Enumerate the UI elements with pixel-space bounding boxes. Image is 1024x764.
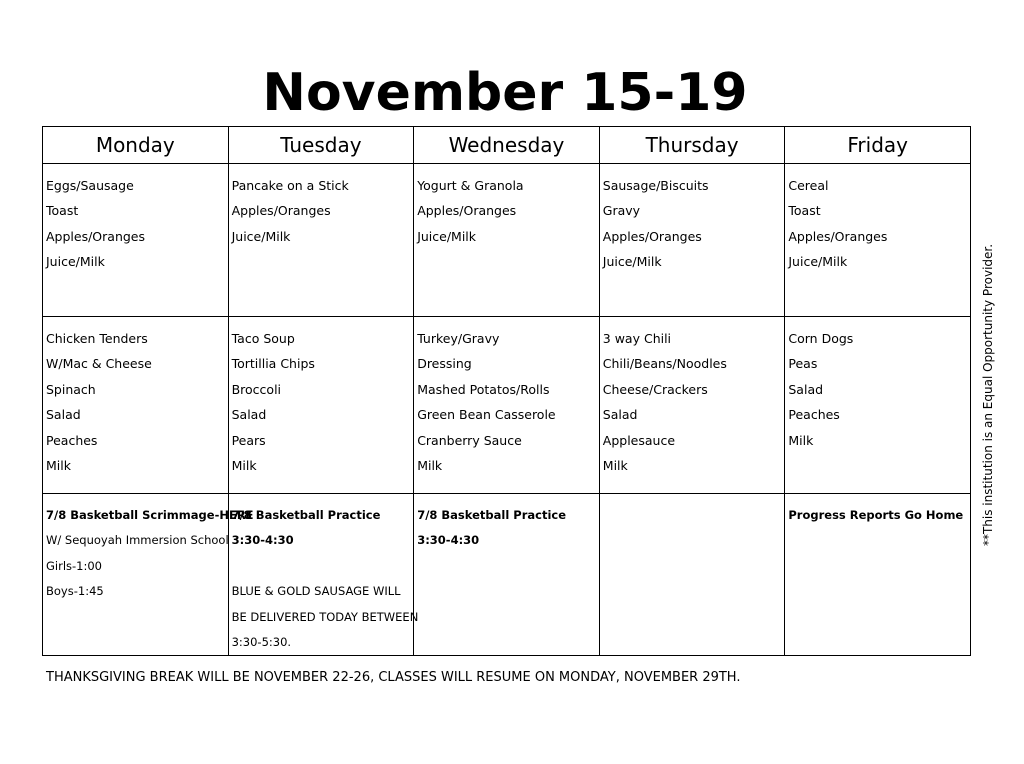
event-line: Girls-1:00 (46, 558, 102, 573)
lunch-cell-wednesday (414, 317, 600, 494)
menu-item: Salad (46, 407, 81, 423)
menu-item: Green Bean Casserole (417, 407, 556, 423)
menu-item: Salad (788, 381, 824, 397)
menu-item: Turkey/Gravy (417, 331, 500, 346)
menu-item: Pancake on a Stick (231, 178, 349, 193)
breakfast-cell-friday (785, 164, 971, 317)
menu-item: Spinach (46, 381, 96, 397)
lunch-cell-monday (43, 317, 229, 494)
menu-item: Chicken Tenders (46, 331, 148, 346)
events-cell-wednesday (414, 494, 600, 656)
lunch-cell-thursday (599, 317, 785, 494)
menu-item: Yogurt & Granola (417, 178, 524, 193)
event-line: 7/8 Basketball Scrimmage-HERE (46, 508, 254, 522)
day-header-friday: Friday (785, 127, 971, 164)
breakfast-cell-tuesday (228, 164, 414, 317)
menu-item: Toast (788, 203, 821, 219)
menu-item: Milk (231, 458, 257, 474)
menu-table (42, 126, 971, 656)
breakfast-cell-wednesday (414, 164, 600, 317)
menu-item: Salad (231, 407, 267, 423)
events-cell-friday (785, 494, 971, 656)
menu-item: Juice/Milk (602, 254, 662, 270)
menu-item: Peas (788, 356, 818, 372)
menu-item: Juice/Milk (788, 254, 848, 270)
menu-item: Juice/Milk (417, 228, 477, 244)
menu-item: Sausage/Biscuits (602, 178, 709, 193)
menu-item: Tortillia Chips (231, 356, 315, 372)
day-header-row (43, 127, 971, 164)
menu-item: Milk (788, 432, 814, 448)
menu-item: Apples/Oranges (602, 228, 702, 244)
equal-opportunity-note: **This institution is an Equal Opportunity Provider. (981, 243, 995, 547)
menu-item: Applesauce (602, 432, 676, 448)
menu-item: Cheese/Crackers (602, 381, 708, 397)
breakfast-row (43, 164, 971, 317)
menu-item: Milk (602, 458, 628, 474)
events-row (43, 494, 971, 656)
event-line: 3:30-4:30 (231, 533, 294, 548)
events-cell-thursday (599, 494, 785, 656)
event-line: W/ Sequoyah Immersion School (46, 533, 229, 548)
thanksgiving-notice: THANKSGIVING BREAK WILL BE NOVEMBER 22-26, CLASSES WILL RESUME ON MONDAY, NOVEMBER 29TH. (46, 670, 741, 685)
menu-item: Broccoli (231, 381, 282, 397)
menu-item: Dressing (417, 356, 472, 372)
menu-item: Apples/Oranges (788, 228, 888, 244)
events-cell-monday (43, 494, 254, 656)
menu-item: Gravy (602, 203, 641, 219)
menu-item: Juice/Milk (231, 228, 291, 244)
lunch-row (43, 317, 971, 494)
breakfast-cell-thursday (599, 164, 785, 317)
menu-item: Toast (46, 203, 79, 219)
event-line: Boys-1:45 (46, 584, 104, 599)
lunch-cell-tuesday (228, 317, 414, 494)
breakfast-cell-monday (43, 164, 229, 317)
menu-item: Pears (231, 432, 266, 448)
day-header-monday: Monday (43, 127, 229, 164)
event-line: 7/8 Basketball Practice (417, 508, 567, 522)
menu-item: Milk (417, 458, 443, 474)
event-line: 3:30-5:30. (231, 635, 292, 650)
menu-item: Corn Dogs (788, 331, 854, 346)
menu-item: Cereal (788, 178, 829, 193)
menu-item: W/Mac & Cheese (46, 356, 152, 372)
event-line: Progress Reports Go Home (788, 508, 964, 522)
menu-item: Taco Soup (231, 331, 295, 346)
menu-item: Peaches (46, 432, 98, 448)
day-header-thursday: Thursday (599, 127, 785, 164)
menu-item: Apples/Oranges (231, 203, 331, 219)
event-line (232, 554, 414, 579)
lunch-cell-friday (785, 317, 971, 494)
event-line: 3:30-4:30 (417, 533, 480, 548)
events-cell-tuesday (228, 494, 419, 656)
page-title: November 15-19 (262, 63, 748, 123)
event-line: BLUE & GOLD SAUSAGE WILL (231, 584, 401, 599)
day-header-wednesday: Wednesday (414, 127, 600, 164)
menu-item: Cranberry Sauce (417, 432, 522, 448)
menu-item: Apples/Oranges (46, 228, 146, 244)
day-header-tuesday: Tuesday (228, 127, 414, 164)
menu-item: Juice/Milk (46, 254, 105, 270)
menu-item: Milk (46, 458, 71, 474)
event-line: BE DELIVERED TODAY BETWEEN (231, 609, 419, 624)
menu-item: Peaches (788, 407, 840, 423)
menu-item: Chili/Beans/Noodles (602, 356, 727, 372)
menu-item: 3 way Chili (602, 331, 672, 346)
menu-item: Mashed Potatos/Rolls (417, 381, 550, 397)
menu-item: Eggs/Sausage (46, 178, 134, 193)
menu-item: Salad (602, 407, 638, 423)
menu-item: Apples/Oranges (417, 203, 517, 219)
event-line: 7/8 Basketball Practice (231, 508, 381, 522)
